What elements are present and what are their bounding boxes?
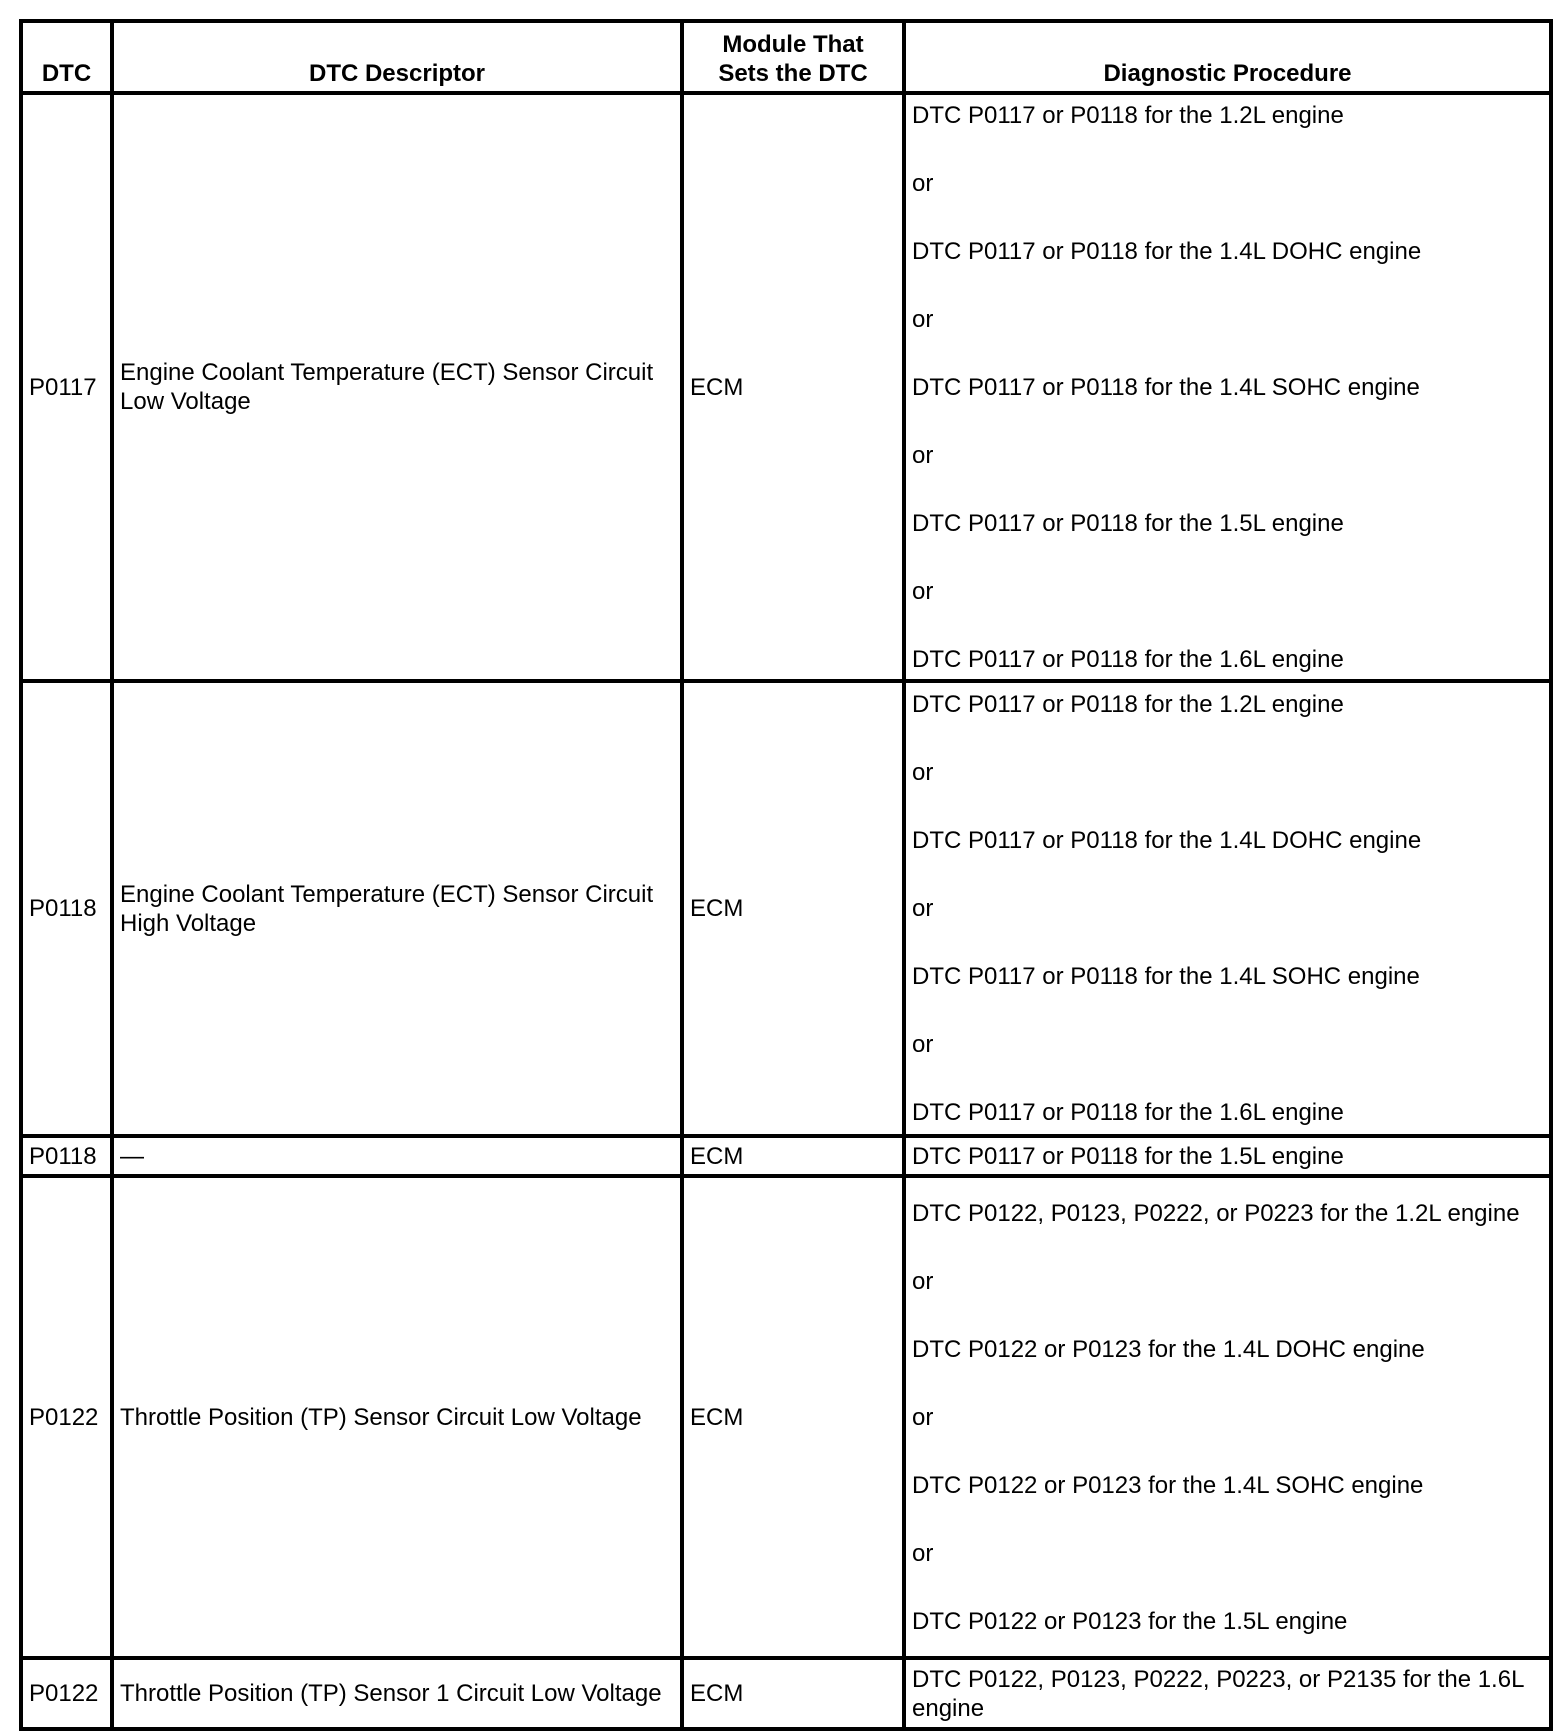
procedure-separator: or — [912, 1031, 934, 1058]
procedure-link[interactable]: DTC P0117 or P0118 for the 1.4L SOHC engine — [912, 963, 1420, 990]
header-module-line2: Sets the DTC — [718, 60, 868, 87]
diagnostic-procedure — [904, 681, 1551, 1136]
table-row — [21, 93, 1551, 681]
diagnostic-procedure — [904, 1176, 1551, 1658]
dtc-code: P0117 — [21, 93, 112, 681]
header-module-line1: Module That — [722, 31, 864, 58]
diagnostic-procedure — [904, 93, 1551, 681]
procedure-separator: or — [912, 577, 934, 605]
procedure-separator: or — [912, 1267, 934, 1295]
procedure-separator: or — [912, 895, 934, 922]
module: ECM — [682, 1176, 904, 1658]
dtc-code: P0122 — [21, 1176, 112, 1658]
procedure-separator: or — [912, 305, 934, 333]
procedure-link[interactable]: DTC P0117 or P0118 for the 1.4L DOHC engine — [912, 237, 1422, 265]
procedure-link[interactable]: DTC P0122, P0123, P0222, P0223, or P2135 for the 1.6L engine — [912, 1665, 1524, 1722]
dtc-descriptor: Throttle Position (TP) Sensor 1 Circuit Low Voltage — [112, 1658, 682, 1729]
procedure-link[interactable]: DTC P0122 or P0123 for the 1.4L DOHC engine — [912, 1335, 1425, 1363]
header-dtc: DTC — [21, 21, 112, 93]
table-row — [21, 1658, 1551, 1729]
dtc-code: P0122 — [21, 1658, 112, 1729]
procedure-link[interactable]: DTC P0122 or P0123 for the 1.5L engine — [912, 1607, 1348, 1635]
dtc-descriptor: Engine Coolant Temperature (ECT) Sensor Circuit Low Voltage — [112, 93, 682, 681]
table-header-row — [21, 21, 1551, 93]
dtc-descriptor: Engine Coolant Temperature (ECT) Sensor Circuit High Voltage — [112, 681, 682, 1136]
table-row — [21, 1176, 1551, 1658]
module: ECM — [682, 1136, 904, 1176]
module: ECM — [682, 93, 904, 681]
procedure-link[interactable]: DTC P0117 or P0118 for the 1.4L DOHC engine — [912, 827, 1422, 854]
procedure-link[interactable]: DTC P0117 or P0118 for the 1.6L engine — [912, 645, 1344, 673]
dtc-code: P0118 — [21, 1136, 112, 1176]
table-row — [21, 681, 1551, 1136]
dtc-code: P0118 — [21, 681, 112, 1136]
table-row — [21, 1136, 1551, 1176]
procedure-separator: or — [912, 169, 934, 197]
procedure-separator: or — [912, 1539, 934, 1567]
procedure-link[interactable]: DTC P0122 or P0123 for the 1.4L SOHC engine — [912, 1471, 1424, 1499]
procedure-separator: or — [912, 1403, 934, 1431]
procedure-link[interactable]: DTC P0117 or P0118 for the 1.5L engine — [912, 1142, 1344, 1170]
procedure-link[interactable]: DTC P0117 or P0118 for the 1.6L engine — [912, 1099, 1344, 1126]
header-descriptor: DTC Descriptor — [112, 21, 682, 93]
dtc-table — [19, 19, 1553, 1731]
procedure-link[interactable]: DTC P0117 or P0118 for the 1.2L engine — [912, 101, 1344, 129]
procedure-link[interactable]: DTC P0122, P0123, P0222, or P0223 for the 1.2L engine — [912, 1199, 1520, 1227]
procedure-separator: or — [912, 441, 934, 469]
procedure-link[interactable]: DTC P0117 or P0118 for the 1.2L engine — [912, 691, 1344, 718]
dtc-descriptor: Throttle Position (TP) Sensor Circuit Low Voltage — [112, 1176, 682, 1658]
dtc-descriptor: — — [112, 1136, 682, 1176]
diagnostic-procedure — [904, 1658, 1551, 1729]
procedure-separator: or — [912, 759, 934, 786]
header-procedure: Diagnostic Procedure — [904, 21, 1551, 93]
procedure-link[interactable]: DTC P0117 or P0118 for the 1.5L engine — [912, 509, 1344, 537]
module: ECM — [682, 681, 904, 1136]
module: ECM — [682, 1658, 904, 1729]
procedure-link[interactable]: DTC P0117 or P0118 for the 1.4L SOHC engine — [912, 373, 1420, 401]
diagnostic-procedure — [904, 1136, 1551, 1176]
header-module — [682, 21, 904, 93]
